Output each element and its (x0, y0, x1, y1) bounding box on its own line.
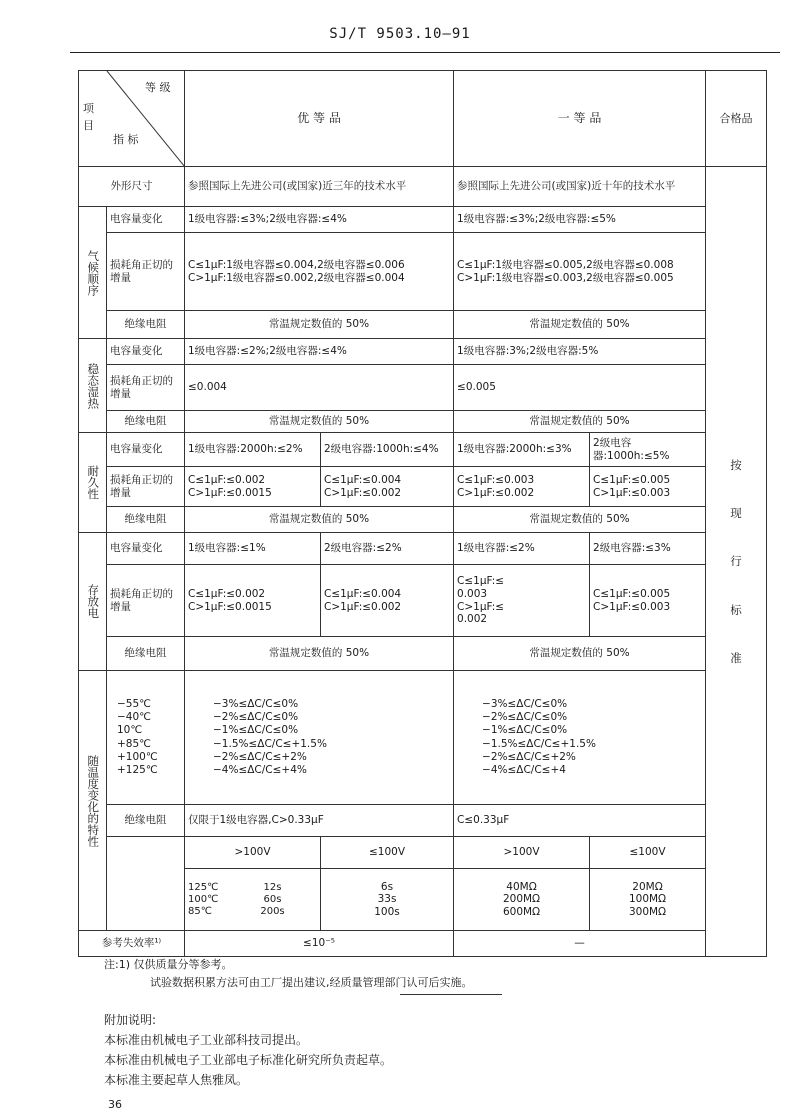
damp-tan-label: 损耗角正切的增量 (107, 365, 185, 411)
temp-ins-first-low: 20MΩ 100MΩ 300MΩ (590, 869, 706, 931)
standard-number: SJ/T 9503.10—91 (329, 26, 471, 42)
storage-tan-superior-a: C≤1μF:≤0.002 C>1μF:≤0.0015 (185, 565, 321, 637)
storage-ins-label: 绝缘电阻 (107, 637, 185, 671)
storage-tan-first-a: C≤1μF:≤ 0.003 C>1μF:≤ 0.002 (454, 565, 590, 637)
failure-rate-superior: ≤10⁻⁵ (185, 931, 454, 957)
endur-tan-superior-a: C≤1μF:≤0.002 C>1μF:≤0.0015 (185, 467, 321, 507)
failure-rate-first: — (454, 931, 706, 957)
header-rule (70, 52, 780, 53)
group-temp-char: 随温度变化的特性 (79, 671, 107, 931)
appearance-first: 参照国际上先进公司(或国家)近十年的技术水平 (454, 167, 706, 207)
damp-tan-superior: ≤0.004 (185, 365, 454, 411)
temp-ins-first-high: 40MΩ 200MΩ 600MΩ (454, 869, 590, 931)
endur-ins-superior: 常温规定数值的 50% (185, 507, 454, 533)
col-superior: 优 等 品 (185, 71, 454, 167)
page-number: 36 (108, 1098, 122, 1111)
storage-tan-superior-b: C≤1μF:≤0.004 C>1μF:≤0.002 (321, 565, 454, 637)
temp-ins-row-temps: 125℃ 100℃ 85℃ (188, 881, 219, 917)
endur-cap-first-b: 2级电容器:1000h:≤5% (590, 433, 706, 467)
storage-cap-superior-a: 1级电容器:≤1% (185, 533, 321, 565)
temp-first: −3%≤ΔC/C≤0% −2%≤ΔC/C≤0% −1%≤ΔC/C≤0% −1.5%≤ΔC/C≤+1.5% −2%≤ΔC/C≤+2% −4%≤ΔC/C≤+4 (454, 671, 706, 805)
temp-ins-superior-high-head: >100V (185, 837, 321, 869)
qualified-column-text: 按 现 行 标 准 (706, 167, 767, 957)
endur-ins-label: 绝缘电阻 (107, 507, 185, 533)
climate-cap-label: 电容量变化 (107, 207, 185, 233)
corner-grade-label: 等 级 (145, 81, 171, 94)
temp-superior: −3%≤ΔC/C≤0% −2%≤ΔC/C≤0% −1%≤ΔC/C≤0% −1.5%≤ΔC/C≤+1.5% −2%≤ΔC/C≤+2% −4%≤ΔC/C≤+4% (185, 671, 454, 805)
appendix-line-1: 本标准由机械电子工业部科技司提出。 (104, 1033, 309, 1047)
group-endurance: 耐久性 (79, 433, 107, 533)
temp-ins-superior-low: 6s 33s 100s (321, 869, 454, 931)
climate-tan-first: C≤1μF:1级电容器≤0.005,2级电容器≤0.008 C>1μF:1级电容器≤0.003,2级电容器≤0.005 (454, 233, 706, 311)
climate-ins-superior: 常温规定数值的 50% (185, 311, 454, 339)
group-climate: 气候顺序 (79, 207, 107, 339)
storage-cap-first-a: 1级电容器:≤2% (454, 533, 590, 565)
storage-ins-first: 常温规定数值的 50% (454, 637, 706, 671)
damp-tan-first: ≤0.005 (454, 365, 706, 411)
climate-cap-superior: 1级电容器:≤3%;2级电容器:≤4% (185, 207, 454, 233)
damp-ins-label: 绝缘电阻 (107, 411, 185, 433)
climate-cap-first: 1级电容器:≤3%;2级电容器:≤5% (454, 207, 706, 233)
note-2: 试验数据积累方法可由工厂提出建议,经质量管理部门认可后实施。 (150, 976, 473, 989)
appendix-title: 附加说明: (104, 1013, 157, 1027)
temp-ins-label: 绝缘电阻 (107, 805, 185, 837)
endur-tan-first-b: C≤1μF:≤0.005 C>1μF:≤0.003 (590, 467, 706, 507)
storage-tan-first-b: C≤1μF:≤0.005 C>1μF:≤0.003 (590, 565, 706, 637)
appendix-line-2: 本标准由机械电子工业部电子标准化研究所负责起草。 (104, 1053, 393, 1067)
damp-ins-superior: 常温规定数值的 50% (185, 411, 454, 433)
col-first: 一 等 品 (454, 71, 706, 167)
temp-list: −55℃ −40℃ 10℃ +85℃ +100℃ +125℃ (107, 671, 185, 805)
endur-cap-superior-b: 2级电容器:1000h:≤4% (321, 433, 454, 467)
climate-ins-first: 常温规定数值的 50% (454, 311, 706, 339)
grading-table (78, 70, 767, 957)
damp-cap-label: 电容量变化 (107, 339, 185, 365)
note-rule (400, 994, 502, 995)
endur-tan-first-a: C≤1μF:≤0.003 C>1μF:≤0.002 (454, 467, 590, 507)
col-qualified: 合格品 (706, 71, 767, 167)
group-damp-heat: 稳态湿热 (79, 339, 107, 433)
temp-ins-first-low-head: ≤100V (590, 837, 706, 869)
endur-cap-first-a: 1级电容器:2000h:≤3% (454, 433, 590, 467)
climate-tan-superior: C≤1μF:1级电容器≤0.004,2级电容器≤0.006 C>1μF:1级电容器≤0.002,2级电容器≤0.004 (185, 233, 454, 311)
endur-tan-label: 损耗角正切的增量 (107, 467, 185, 507)
endur-ins-first: 常温规定数值的 50% (454, 507, 706, 533)
storage-ins-superior: 常温规定数值的 50% (185, 637, 454, 671)
climate-tan-label: 损耗角正切的增量 (107, 233, 185, 311)
damp-cap-superior: 1级电容器:≤2%;2级电容器:≤4% (185, 339, 454, 365)
temp-ins-blank (107, 837, 185, 931)
temp-ins-superior-high (185, 869, 321, 931)
temp-ins-first-high-head: >100V (454, 837, 590, 869)
damp-ins-first: 常温规定数值的 50% (454, 411, 706, 433)
storage-cap-first-b: 2级电容器:≤3% (590, 533, 706, 565)
temp-ins-superior: 仅限于1级电容器,C>0.33μF (185, 805, 454, 837)
endur-tan-superior-b: C≤1μF:≤0.004 C>1μF:≤0.002 (321, 467, 454, 507)
corner-item-label: 项 目 (83, 102, 94, 132)
endur-cap-superior-a: 1级电容器:2000h:≤2% (185, 433, 321, 467)
climate-ins-label: 绝缘电阻 (107, 311, 185, 339)
row-appearance-label: 外形尺寸 (79, 167, 185, 207)
table-corner-header (79, 71, 185, 167)
appendix-line-3: 本标准主要起草人焦雅凤。 (104, 1073, 249, 1087)
failure-rate-label: 参考失效率¹⁾ (79, 931, 185, 957)
corner-indicator-label: 指 标 (113, 133, 139, 146)
temp-ins-superior-low-head: ≤100V (321, 837, 454, 869)
note-1: 注:1) 仅供质量分等参考。 (104, 958, 233, 971)
appearance-superior: 参照国际上先进公司(或国家)近三年的技术水平 (185, 167, 454, 207)
storage-tan-label: 损耗角正切的增量 (107, 565, 185, 637)
temp-ins-first: C≤0.33μF (454, 805, 706, 837)
endur-cap-label: 电容量变化 (107, 433, 185, 467)
group-storage: 存放电 (79, 533, 107, 671)
storage-cap-superior-b: 2级电容器:≤2% (321, 533, 454, 565)
storage-cap-label: 电容量变化 (107, 533, 185, 565)
temp-ins-superior-high-values: 12s 60s 200s (260, 881, 285, 917)
damp-cap-first: 1级电容器:3%;2级电容器:5% (454, 339, 706, 365)
